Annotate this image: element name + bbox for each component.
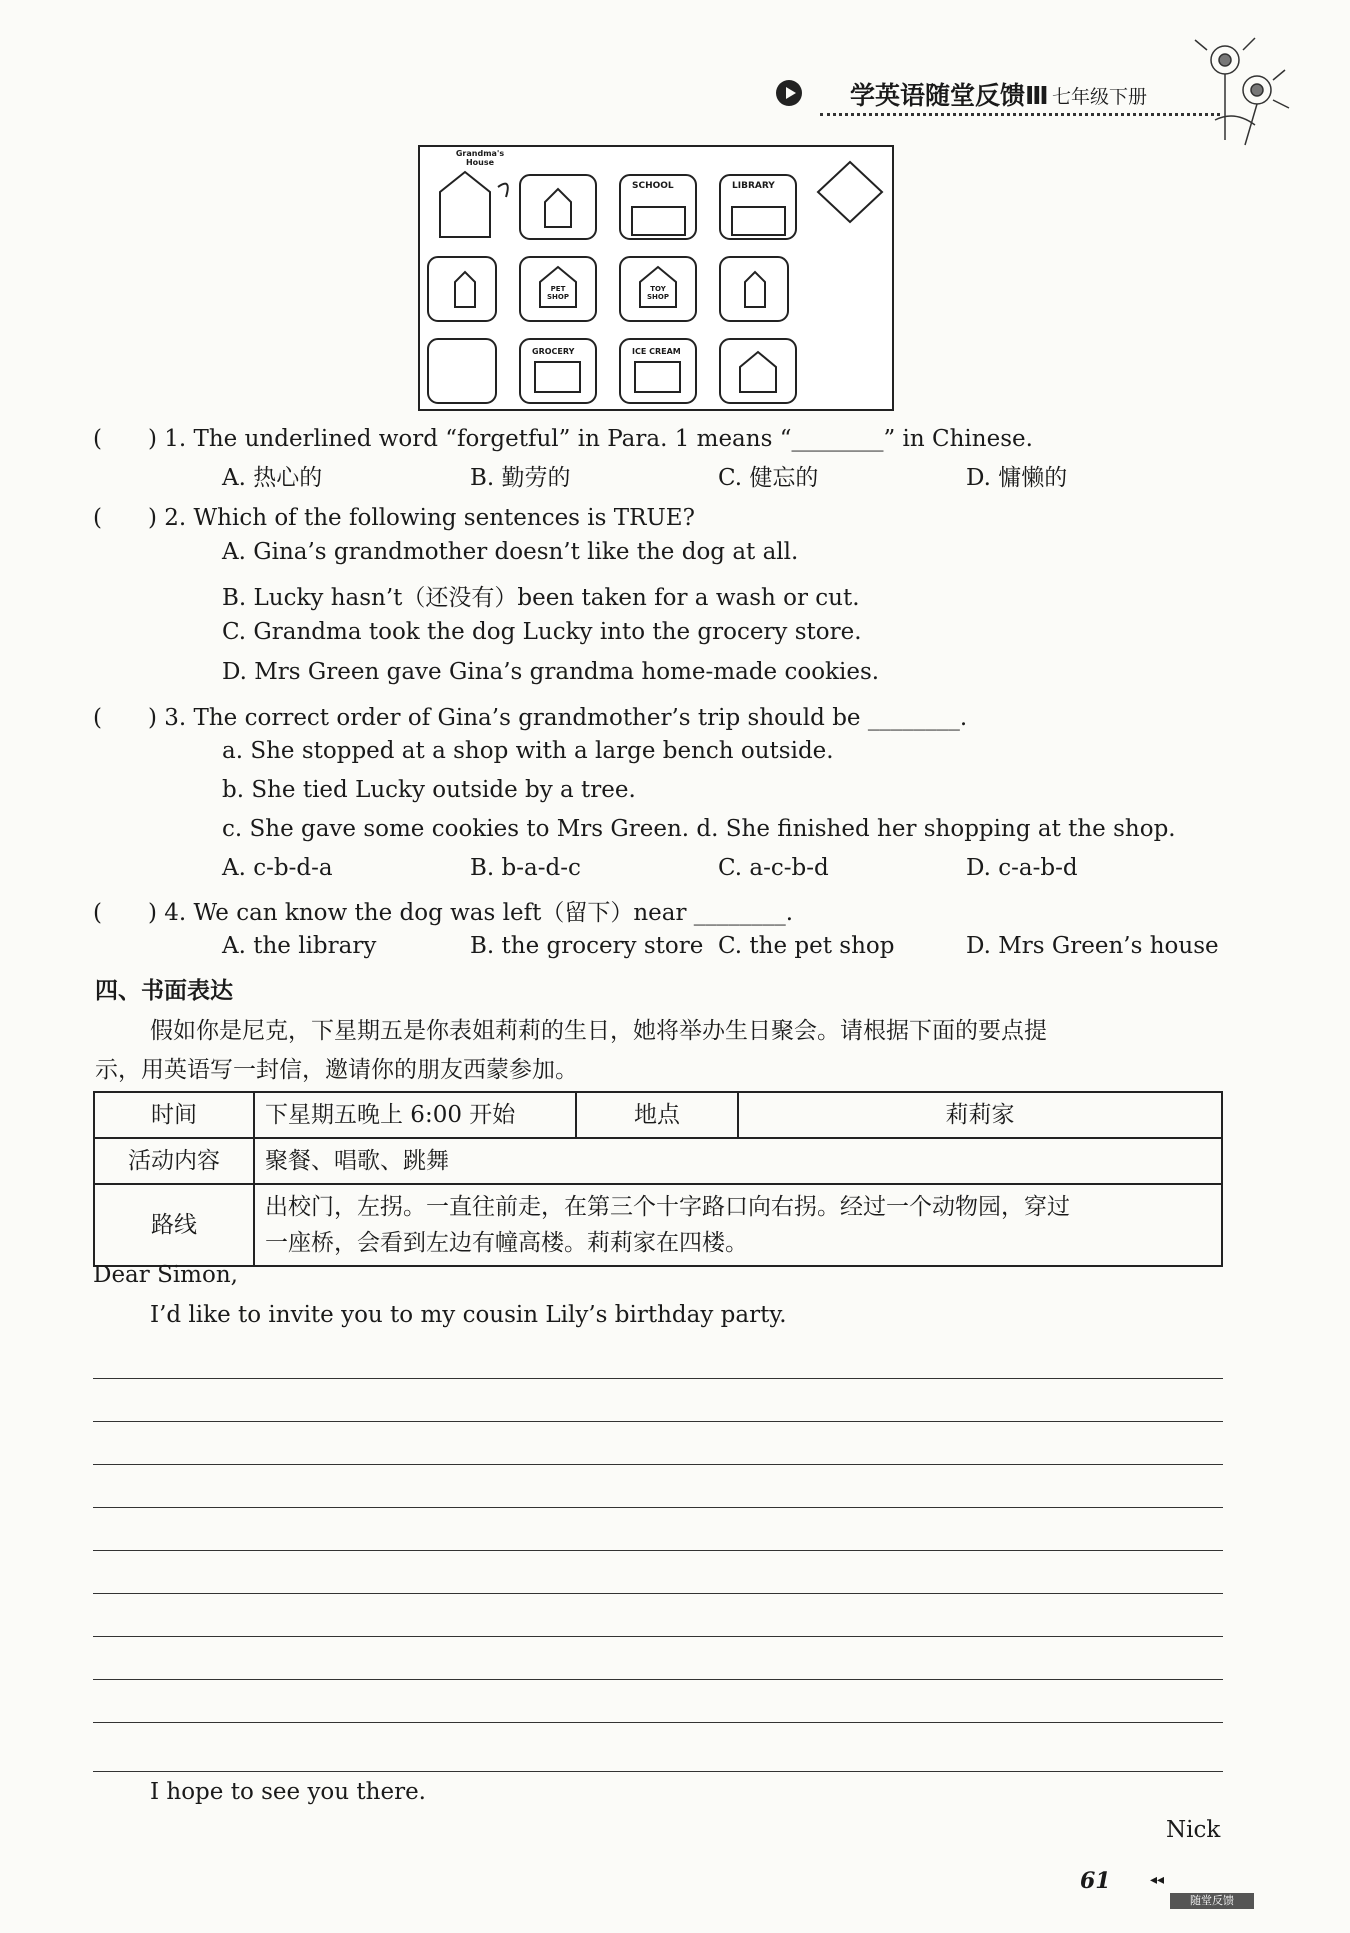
page-number: 61 [1080,1868,1111,1894]
writing-prompt-table [93,1091,1223,1267]
option-a: A. the library [222,933,377,959]
writing-line[interactable] [93,1771,1223,1772]
pet-shop-label: PET SHOP [547,285,569,301]
writing-line[interactable] [93,1421,1223,1422]
writing-line[interactable] [93,1722,1223,1723]
arrows-icon: ◂◂ [1150,1872,1165,1888]
route-value [254,1184,1222,1266]
route-line-2: 一座桥，会看到左边有幢高楼。莉莉家在四楼。 [265,1230,748,1256]
option-b: B. 勤劳的 [470,465,571,491]
time-label: 时间 [94,1092,254,1138]
event-c-d: c. She gave some cookies to Mrs Green. d. She finished her shopping at the shop. [222,816,1176,842]
play-icon [776,80,802,106]
place-value: 莉莉家 [738,1092,1222,1138]
writing-line[interactable] [93,1464,1223,1465]
option-a: A. c-b-d-a [222,855,333,881]
question-3 [93,699,967,732]
option-c: C. the pet shop [718,933,895,959]
section-intro-line-2: 示，用英语写一封信，邀请你的朋友西蒙参加。 [95,1057,578,1083]
town-map [418,145,894,411]
answer-paren[interactable]: ( ) [93,426,157,452]
question-stem: 4. We can know the dog was left（留下）near ________. [164,900,794,926]
question-4 [93,894,793,927]
question-stem: 2. Which of the following sentences is TRUE? [164,505,695,531]
book-grade: 七年级下册 [1052,86,1148,108]
ice-cream-label: ICE CREAM [632,347,681,356]
section-title: 四、书面表达 [95,978,233,1004]
option-c: C. a-c-b-d [718,855,829,881]
option-a: A. 热心的 [222,465,323,491]
activity-label: 活动内容 [94,1138,254,1184]
letter-greeting: Dear Simon, [93,1262,238,1288]
question-1 [93,420,1033,453]
route-line-1: 出校门，左拐。一直往前走，在第三个十字路口向右拐。经过一个动物园，穿过 [265,1194,1070,1220]
event-a: a. She stopped at a shop with a large bench outside. [222,738,834,764]
writing-line[interactable] [93,1679,1223,1680]
time-value: 下星期五晚上 6:00 开始 [254,1092,576,1138]
school-label: SCHOOL [632,181,674,191]
answer-paren[interactable]: ( ) [93,900,157,926]
event-b: b. She tied Lucky outside by a tree. [222,777,636,803]
option-d: D. Mrs Green’s house [966,933,1219,959]
writing-line[interactable] [93,1507,1223,1508]
option-d: D. c-a-b-d [966,855,1078,881]
option-c: C. Grandma took the dog Lucky into the grocery store. [222,619,862,645]
activity-value: 聚餐、唱歌、跳舞 [254,1138,1222,1184]
question-stem: 1. The underlined word “forgetful” in Para. 1 means “________” in Chinese. [164,426,1033,452]
library-label: LIBRARY [732,181,775,191]
toy-shop-label: TOY SHOP [647,285,669,301]
writing-line[interactable] [93,1636,1223,1637]
writing-line[interactable] [93,1593,1223,1594]
option-a: A. Gina’s grandmother doesn’t like the dog at all. [222,539,799,565]
option-b: B. Lucky hasn’t（还没有）been taken for a wash or cut. [222,585,860,611]
option-d: D. Mrs Green gave Gina’s grandma home-made cookies. [222,659,880,685]
option-d: D. 慵懒的 [966,465,1068,491]
letter-signature: Nick [1166,1817,1221,1843]
question-stem: 3. The correct order of Gina’s grandmother’s trip should be ________. [164,705,968,731]
letter-closing: I hope to see you there. [150,1779,426,1805]
header-divider [820,113,1220,116]
section-intro-line-1: 假如你是尼克，下星期五是你表姐莉莉的生日，她将举办生日聚会。请根据下面的要点提 [150,1018,1047,1044]
footer-tag: 随堂反馈 [1170,1893,1254,1909]
writing-line[interactable] [93,1550,1223,1551]
answer-paren[interactable]: ( ) [93,505,157,531]
letter-opening: I’d like to invite you to my cousin Lily’s birthday party. [150,1302,787,1328]
sunflower-decoration-icon [1185,30,1295,150]
question-2 [93,499,695,532]
answer-paren[interactable]: ( ) [93,705,157,731]
book-title: 学英语随堂反馈Ⅲ [850,81,1049,110]
writing-line[interactable] [93,1378,1223,1379]
grocery-label: GROCERY [532,347,575,356]
place-label: 地点 [576,1092,738,1138]
option-b: B. the grocery store [470,933,704,959]
grandmas-house-label: Grandma's House [455,149,505,167]
option-c: C. 健忘的 [718,465,819,491]
option-b: B. b-a-d-c [470,855,581,881]
route-label: 路线 [94,1184,254,1266]
